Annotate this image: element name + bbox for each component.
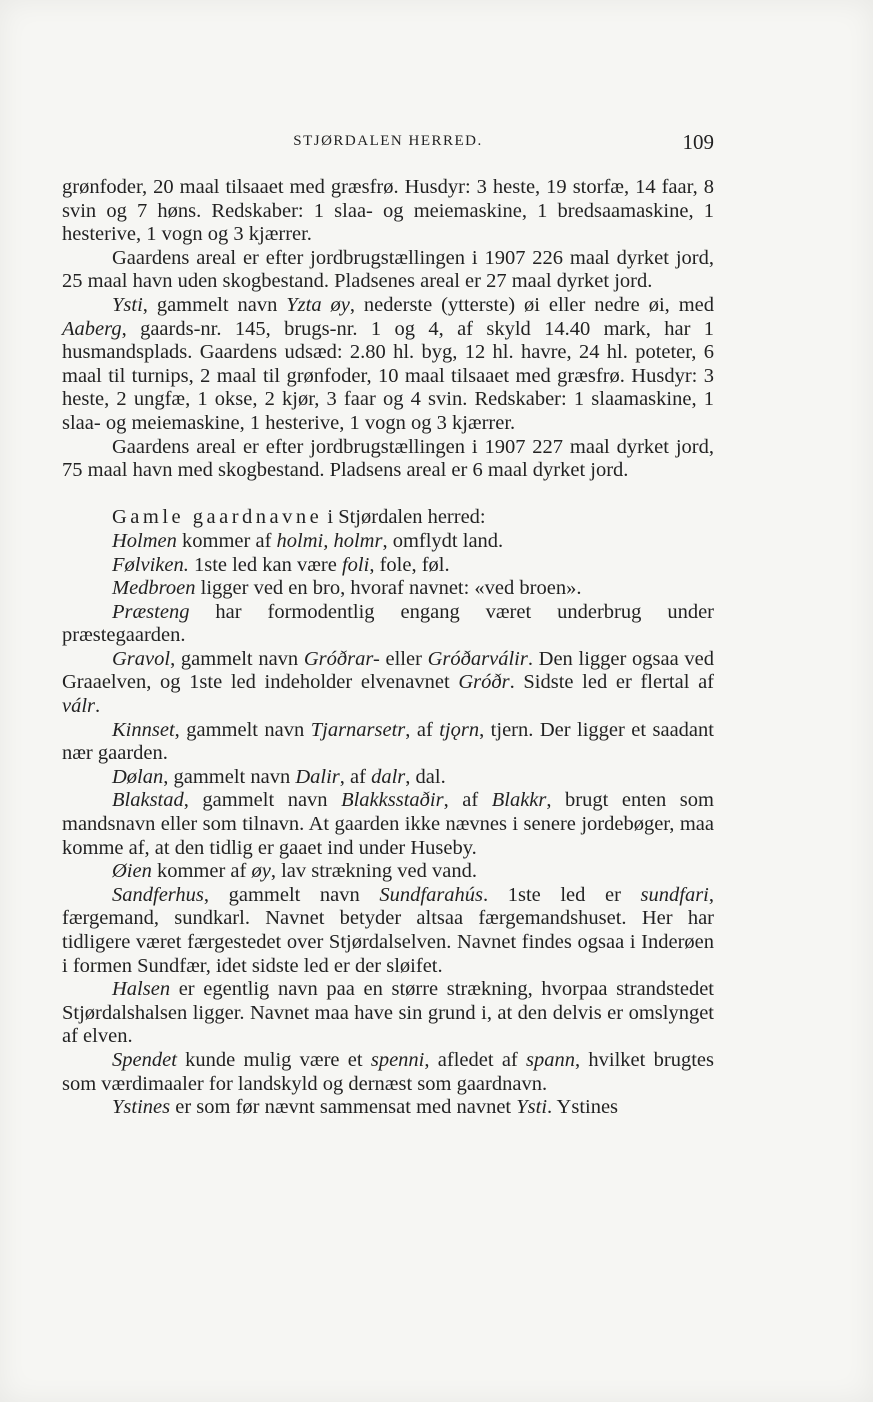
paragraph-continued: grønfoder, 20 maal tilsaaet med græsfrø. Husdyr: 3 heste, 19 storfæ, 14 faar, 8 svin og 7 høns. Redskaber: 1 slaa- og meiemaskine, 1 bredsaamaskine, 1 hesterive, 1 vogn og 3 kjærrer. <box>62 176 714 246</box>
entry-ystines: Ystines er som før nævnt sammensat med navnet Ysti. Ystines <box>112 1096 619 1119</box>
entry-oien: Øien kommer af øy, lav strækning ved vand. <box>112 860 477 883</box>
entry-spendet: Spendet kunde mulig være et spenni, afledet af spann, hvilket brugtes som værdimaaler for landskyld og dernæst som gaardnavn. <box>62 1048 714 1095</box>
running-title: STJØRDALEN HERRED. <box>293 133 483 149</box>
entry-ysti: Ysti, gammelt navn Yzta øy, nederste (ytterste) øi eller nedre øi, med Aaberg, gaards-nr. 145, brugs-nr. 1 og 4, af skyld 14.40 mark, har 1 husmandsplads. Gaardens udsæd: 2.80 hl. byg, 12 hl. havre, 24 hl. poteter, 6 maal til turnips, 2 maal til grønfoder, 10 maal tilsaaet med græsfrø. Husdyr: 3 heste, 2 ungfæ, 1 okse, 2 kjør, 3 faar og 4 svin. Redskaber: 1 slaamaskine, 1 slaa- og meiemaskine, 1 hesterive, 1 vogn og 3 kjærrer. <box>62 293 714 434</box>
place-name: Præsteng <box>112 600 190 623</box>
entry-kinnset: Kinnset, gammelt navn Tjarnarsetr, af tjǫrn, tjern. Der ligger et saadant nær gaarden. <box>62 718 714 765</box>
paragraph-area-2: Gaardens areal er efter jordbrugstællingen i 1907 227 maal dyrket jord, 75 maal havn med skogbestand. Pladsens areal er 6 maal dyrket jord. <box>62 435 714 482</box>
entry-folviken: Følviken. 1ste led kan være foli, fole, føl. <box>112 553 450 576</box>
place-name: Øien <box>112 860 152 883</box>
place-name: Ysti <box>112 293 143 316</box>
entry-dolan: Dølan, gammelt navn Dalir, af dalr, dal. <box>112 765 446 788</box>
place-name: Dølan <box>112 765 164 788</box>
entry-holmen: Holmen kommer af holmi, holmr, omflydt land. <box>112 529 504 552</box>
place-name: Sandferhus <box>112 883 204 906</box>
place-name: Medbroen <box>112 577 196 600</box>
paragraph-area: Gaardens areal er efter jordbrugstællingen i 1907 226 maal dyrket jord, 25 maal havn uden skogbestand. Pladsenes areal er 27 maal dyrket jord. <box>62 246 714 293</box>
place-name: Kinnset <box>112 718 175 741</box>
entry-halsen: Halsen er egentlig navn paa en større strækning, hvorpaa strandstedet Stjørdalshalsen ligger. Navnet maa have sin grund i, at den delvis er omslynget af elven. <box>62 978 714 1048</box>
page-number: 109 <box>682 130 714 154</box>
body-text <box>62 176 714 1120</box>
page-header <box>62 130 714 157</box>
section-heading: Gamle gaardnavne i Stjørdalen herred: <box>112 506 486 529</box>
entry-blakstad: Blakstad, gammelt navn Blakksstaðir, af Blakkr, brugt enten som mandsnavn eller som tilnavn. At gaarden ikke nævnes i senere jordebøger, maa komme af, at den tidlig er gaaet ind under Huseby. <box>62 789 714 859</box>
place-name: Holmen <box>112 529 177 552</box>
entry-sandferhus: Sandferhus, gammelt navn Sundfarahús. 1ste led er sundfari, færgemand, sundkarl. Navnet betyder altsaa færgemandshuset. Her har tidligere været færgestedet over Stjørdalselven. Navnet findes ogsaa i Inderøen i formen Sundfær, idet sidste led er der sløifet. <box>62 883 714 977</box>
entry-gravol: Gravol, gammelt navn Gróðrar- eller Gróðarválir. Den ligger ogsaa ved Graaelven, og 1ste led indeholder elvenavnet Gróðr. Sidste led er flertal af válr. <box>62 647 714 718</box>
entry-praesteng: Præsteng har formodentlig engang været underbrug under præstegaarden. <box>62 600 714 647</box>
place-name: Blakstad <box>112 789 184 812</box>
place-name: Spendet <box>112 1048 177 1071</box>
place-name: Halsen <box>112 978 171 1001</box>
entry-medbroen: Medbroen ligger ved en bro, hvoraf navnet: «ved broen». <box>112 577 582 600</box>
place-name: Ystines <box>112 1096 171 1119</box>
place-name: Gravol <box>112 647 171 670</box>
place-name: Følviken. <box>112 553 189 576</box>
